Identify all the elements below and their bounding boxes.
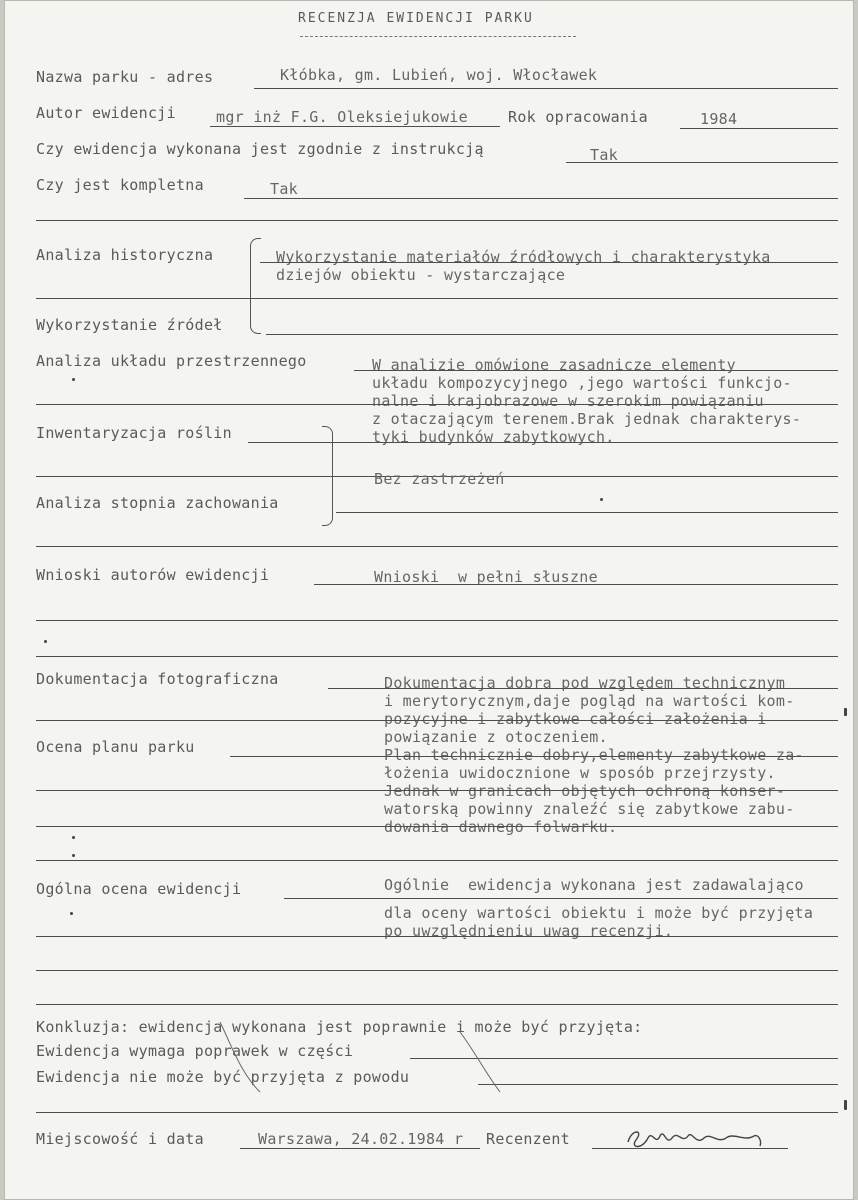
overall-rating-value-1: Ogólnie ewidencja wykonana jest zadawalająco	[384, 876, 804, 894]
photo-docs-label: Dokumentacja fotograficzna	[36, 670, 279, 688]
blank-line-1	[36, 220, 838, 221]
place-date-value: Warszawa, 24.02.1984 r	[258, 1130, 464, 1148]
blank-line-2	[36, 546, 838, 547]
author-line	[210, 126, 500, 127]
margin-dot	[70, 912, 73, 915]
spatial-value-3: nalne i krajobrazowe w szerokim powiązaniu	[372, 392, 764, 410]
photo-docs-value-4: powiązanie z otoczeniem.	[384, 728, 608, 746]
park-name-value: Kłóbka, gm. Lubień, woj. Włocławek	[280, 66, 598, 84]
park-plan-line-4	[36, 860, 838, 861]
margin-dot	[72, 836, 75, 839]
year-label: Rok opracowania	[508, 108, 648, 126]
instruction-line	[566, 162, 838, 163]
park-plan-label: Ocena planu parku	[36, 738, 195, 756]
instruction-value: Tak	[590, 146, 618, 164]
photo-docs-line	[328, 688, 838, 689]
overall-rating-line-3	[36, 970, 838, 971]
conclusions-label: Wnioski autorów ewidencji	[36, 566, 270, 584]
spatial-value-4: z otaczającym terenem.Brak jednak charakterys-	[372, 410, 802, 428]
historical-brace	[250, 238, 261, 334]
edge-mark	[844, 1100, 847, 1110]
place-date-label: Miejscowość i data	[36, 1130, 204, 1148]
historical-line-1	[260, 262, 838, 263]
sources-line	[266, 334, 838, 335]
park-name-label: Nazwa parku - adres	[36, 68, 214, 86]
spatial-value-5: tyki budynków zabytkowych.	[372, 428, 615, 446]
spatial-line-2	[36, 404, 838, 405]
plant-inventory-label: Inwentaryzacja roślin	[36, 424, 232, 442]
park-plan-value-1: Plan technicznie dobry,elementy zabytkowe za-	[384, 746, 804, 764]
form-title: RECENZJA EWIDENCJI PARKU	[298, 11, 534, 26]
spatial-value-2: układu kompozycyjnego ,jego wartości funkcjo-	[372, 374, 792, 392]
reviewer-label: Recenzent	[486, 1130, 570, 1148]
photo-docs-value-3: pozycyjne i zabytkowe całości założenia i	[384, 710, 767, 728]
photo-docs-value-1: Dokumentacja dobra pod względem technicznym	[384, 674, 786, 692]
preservation-line	[336, 512, 838, 513]
rejected-line	[478, 1084, 838, 1085]
complete-label: Czy jest kompletna	[36, 176, 204, 194]
margin-dot	[72, 378, 75, 381]
strike-marks	[200, 1012, 520, 1102]
blank-line-3	[36, 620, 838, 621]
photo-docs-value-2: i merytorycznym,daje pogląd na wartości kom-	[384, 692, 795, 710]
park-plan-value-5: dowania dawnego folwarku.	[384, 818, 618, 836]
conclusions-value: Wnioski w pełni słuszne	[374, 568, 598, 586]
conclusion-needs-corrections: Ewidencja wymaga poprawek w części	[36, 1042, 354, 1060]
title-underline	[300, 36, 576, 37]
preservation-value: Bez zastrzeżeń	[374, 470, 505, 488]
park-plan-value-2: łożenia uwidocznione w sposób przejrzysty.	[384, 764, 776, 782]
conclusion-rejected: Ewidencja nie może być przyjęta z powodu	[36, 1068, 410, 1086]
park-name-line	[254, 88, 838, 89]
separator-line	[36, 1004, 838, 1005]
complete-line	[244, 198, 838, 199]
margin-dot	[600, 498, 603, 501]
margin-dot	[44, 640, 47, 643]
historical-line-2	[36, 298, 838, 299]
preservation-label: Analiza stopnia zachowania	[36, 494, 279, 512]
year-value: 1984	[700, 110, 738, 128]
reviewer-signature	[622, 1118, 772, 1158]
park-plan-value-4: watorską powinny znaleźć się zabytkowe zabu-	[384, 800, 795, 818]
sources-label: Wykorzystanie źródeł	[36, 316, 223, 334]
conclusion-accepted: Konkluzja: ewidencja wykonana jest poprawnie i może być przyjęta:	[36, 1018, 643, 1036]
place-date-line	[240, 1148, 480, 1149]
instruction-label: Czy ewidencja wykonana jest zgodnie z instrukcją	[36, 140, 484, 158]
park-plan-line-3	[36, 826, 838, 827]
spatial-line-1	[354, 370, 838, 371]
author-label: Autor ewidencji	[36, 104, 176, 122]
overall-rating-value-3: po uwzględnieniu uwag recenzji.	[384, 922, 674, 940]
overall-rating-value-2: dla oceny wartości obiektu i może być przyjęta	[384, 904, 814, 922]
author-value: mgr inż F.G. Oleksiejukowie	[216, 108, 468, 126]
conclusions-line	[314, 584, 838, 585]
park-plan-line-2	[36, 790, 838, 791]
historical-value-1: Wykorzystanie materiałów źródłowych i charakterystyka	[276, 248, 771, 266]
review-form-sheet	[4, 0, 854, 1200]
overall-rating-label: Ogólna ocena ewidencji	[36, 880, 242, 898]
plant-inventory-line	[248, 442, 838, 443]
park-plan-value-3: Jednak w granicach objętych ochroną konser-	[384, 782, 786, 800]
overall-rating-line	[284, 898, 838, 899]
complete-value: Tak	[270, 180, 298, 198]
spatial-analysis-label: Analiza układu przestrzennego	[36, 352, 307, 370]
margin-dot	[72, 854, 75, 857]
blank-line-5	[36, 1112, 838, 1113]
overall-rating-line-2	[36, 936, 838, 937]
edge-mark	[844, 708, 847, 716]
year-line	[680, 128, 838, 129]
park-plan-line	[230, 756, 838, 757]
photo-docs-line-2	[36, 720, 838, 721]
historical-value-2: dziejów obiektu - wystarczające	[276, 266, 566, 284]
spatial-value-1: W analizie omówione zasadnicze elementy	[372, 356, 736, 374]
blank-line-4	[36, 656, 838, 657]
historical-analysis-label: Analiza historyczna	[36, 246, 214, 264]
